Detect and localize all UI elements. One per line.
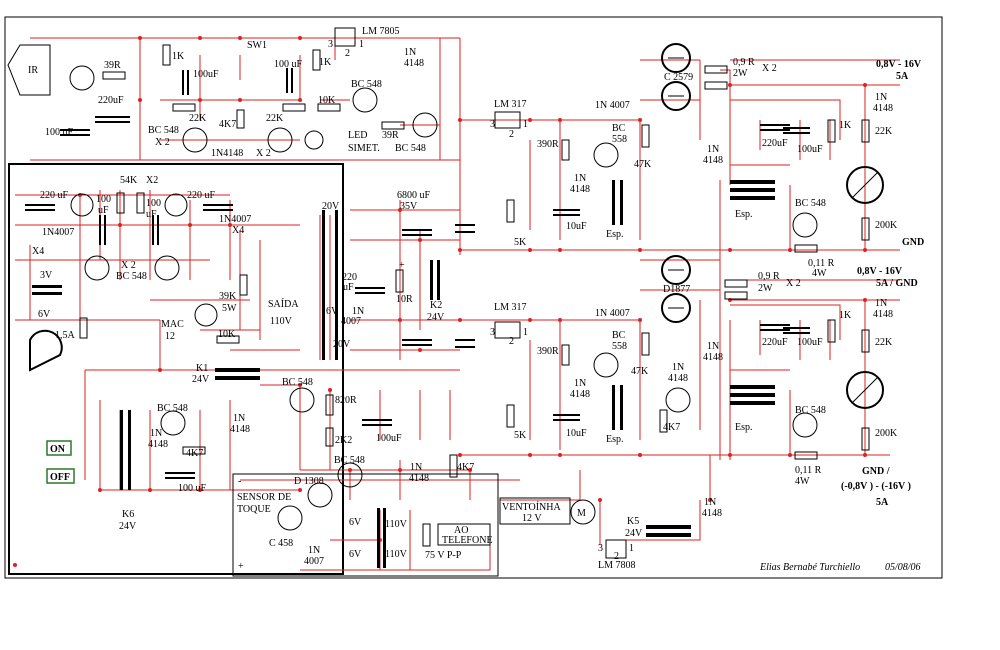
svg-text:4148: 4148 [703,352,723,363]
svg-text:Esp.: Esp. [735,422,753,433]
svg-text:220uF: 220uF [98,95,124,106]
svg-text:X2: X2 [146,175,159,186]
svg-text:BC 548: BC 548 [116,271,147,282]
svg-text:LM 317: LM 317 [494,302,527,313]
svg-text:X 2: X 2 [762,63,777,74]
svg-text:100uF: 100uF [193,69,219,80]
svg-text:BC 548: BC 548 [282,377,313,388]
svg-text:1N: 1N [150,428,163,439]
svg-text:1N 4007: 1N 4007 [595,308,630,319]
svg-text:6V: 6V [38,309,51,320]
svg-text:220uF: 220uF [762,337,788,348]
svg-text:K2: K2 [430,300,443,311]
svg-text:4148: 4148 [570,389,590,400]
svg-text:1N4007: 1N4007 [219,214,252,225]
svg-text:5W: 5W [222,303,237,314]
svg-text:X4: X4 [32,246,45,257]
lm317-bottom [495,322,520,338]
svg-text:2: 2 [345,48,350,59]
svg-text:1,5A: 1,5A [55,330,75,341]
svg-text:220uF: 220uF [762,138,788,149]
svg-text:1N: 1N [672,362,685,373]
svg-text:100 uF: 100 uF [178,483,207,494]
svg-text:220 uF: 220 uF [187,190,216,201]
svg-text:GND /: GND / [862,466,890,477]
svg-text:uF: uF [146,209,157,220]
svg-text:220 uF: 220 uF [40,190,69,201]
svg-text:100uF: 100uF [797,337,823,348]
svg-text:558: 558 [612,341,627,352]
svg-text:2W: 2W [733,68,748,79]
svg-text:(-0,8V ) - (-16V ): (-0,8V ) - (-16V ) [841,481,911,492]
svg-text:39R: 39R [104,60,121,71]
svg-text:2: 2 [509,336,514,347]
svg-text:0,11 R: 0,11 R [795,465,822,476]
svg-text:1N: 1N [352,306,365,317]
svg-text:1N: 1N [308,545,321,556]
svg-text:5A: 5A [876,497,889,508]
svg-text:uF: uF [343,282,354,293]
svg-text:1N: 1N [704,497,717,508]
svg-text:SIMET.: SIMET. [348,143,380,154]
svg-text:100uF: 100uF [797,144,823,155]
svg-text:200K: 200K [875,220,898,231]
svg-text:220: 220 [342,272,357,283]
svg-text:110V: 110V [270,316,292,327]
svg-text:390R: 390R [537,139,559,150]
svg-text:4W: 4W [795,476,810,487]
svg-text:2: 2 [614,551,619,562]
svg-text:BC 548: BC 548 [395,143,426,154]
svg-text:LED: LED [348,130,368,141]
svg-text:4148: 4148 [570,184,590,195]
svg-text:5K: 5K [514,430,527,441]
svg-text:1N: 1N [574,378,587,389]
small-transistors [70,66,817,530]
svg-text:3: 3 [490,327,495,338]
svg-text:100 uF: 100 uF [45,127,74,138]
svg-text:1K: 1K [839,120,852,131]
svg-text:100 uF: 100 uF [274,59,303,70]
svg-text:110V: 110V [385,519,407,530]
svg-text:BC 548: BC 548 [148,125,179,136]
svg-text:558: 558 [612,134,627,145]
svg-text:12 V: 12 V [522,513,542,524]
svg-text:C 2579: C 2579 [664,72,694,83]
svg-text:1N: 1N [574,173,587,184]
svg-text:5K: 5K [514,237,527,248]
svg-text:BC: BC [612,123,626,134]
svg-text:6V: 6V [326,306,339,317]
wiring [15,38,900,570]
svg-text:22K: 22K [189,113,207,124]
svg-text:uF: uF [98,205,109,216]
svg-text:K6: K6 [122,509,135,520]
svg-text:4148: 4148 [873,309,893,320]
svg-text:24V: 24V [192,374,210,385]
svg-text:D1877: D1877 [663,284,691,295]
svg-text:4W: 4W [812,268,827,279]
svg-text:5A / GND: 5A / GND [876,278,918,289]
svg-text:1K: 1K [839,310,852,321]
svg-text:05/08/06: 05/08/06 [885,562,921,573]
svg-text:0,8V - 16V: 0,8V - 16V [876,59,922,70]
svg-text:3V: 3V [40,270,53,281]
svg-text:4K7: 4K7 [663,422,681,433]
svg-text:10uF: 10uF [566,428,587,439]
svg-text:75 V P-P: 75 V P-P [425,550,462,561]
svg-text:4007: 4007 [304,556,324,567]
svg-text:1N: 1N [707,341,720,352]
svg-text:SW1: SW1 [247,40,267,51]
svg-text:39K: 39K [219,291,237,302]
svg-text:K1: K1 [196,363,209,374]
svg-text:3: 3 [598,543,603,554]
svg-text:1N4007: 1N4007 [42,227,75,238]
svg-text:3: 3 [490,119,495,130]
svg-text:TELEFONE: TELEFONE [442,535,493,546]
svg-text:4148: 4148 [668,373,688,384]
svg-text:39R: 39R [382,130,399,141]
svg-text:22K: 22K [875,126,893,137]
svg-text:20V: 20V [322,201,340,212]
svg-text:Esp.: Esp. [606,434,624,445]
svg-text:AO: AO [454,525,469,536]
svg-text:Esp.: Esp. [606,229,624,240]
svg-text:D 1308: D 1308 [294,476,324,487]
svg-text:M: M [577,508,586,519]
svg-text:BC 548: BC 548 [334,455,365,466]
svg-text:1N4148: 1N4148 [211,148,244,159]
svg-text:4K7: 4K7 [219,119,237,130]
svg-text:+: + [399,260,405,271]
svg-text:4148: 4148 [703,155,723,166]
svg-text:6800 uF: 6800 uF [397,190,431,201]
svg-text:1N 4007: 1N 4007 [595,100,630,111]
svg-text:4148: 4148 [873,103,893,114]
svg-text:SENSOR DE: SENSOR DE [237,492,292,503]
svg-text:BC 548: BC 548 [795,405,826,416]
svg-text:5A: 5A [896,71,909,82]
svg-text:100uF: 100uF [376,433,402,444]
svg-text:54K: 54K [120,175,138,186]
off-label: OFF [50,472,70,483]
svg-text:3: 3 [328,39,333,50]
svg-text:BC 548: BC 548 [157,403,188,414]
svg-text:SAÍDA: SAÍDA [268,299,299,310]
svg-text:2: 2 [509,129,514,140]
svg-text:LM 317: LM 317 [494,99,527,110]
svg-text:10R: 10R [396,294,413,305]
svg-text:6V: 6V [349,517,362,528]
svg-text:C 458: C 458 [269,538,294,549]
svg-text:4148: 4148 [702,508,722,519]
svg-text:1: 1 [629,543,634,554]
svg-text:820R: 820R [335,395,357,406]
svg-text:4148: 4148 [404,58,424,69]
svg-text:100: 100 [146,198,161,209]
svg-text:X 2: X 2 [121,260,136,271]
svg-text:35V: 35V [400,201,418,212]
svg-text:6V: 6V [349,549,362,560]
svg-text:BC 548: BC 548 [351,79,382,90]
svg-text:Esp.: Esp. [735,209,753,220]
svg-text:47K: 47K [631,366,649,377]
svg-text:10uF: 10uF [566,221,587,232]
svg-text:10K: 10K [318,95,336,106]
svg-text:BC: BC [612,330,626,341]
svg-text:4007: 4007 [341,316,361,327]
svg-text:2K2: 2K2 [335,435,353,446]
svg-text:-: - [238,476,242,487]
svg-text:24V: 24V [427,312,445,323]
svg-text:2W: 2W [758,283,773,294]
svg-text:0,8V - 16V: 0,8V - 16V [857,266,903,277]
svg-text:110V: 110V [385,549,407,560]
svg-text:22K: 22K [266,113,284,124]
svg-text:0,9 R: 0,9 R [733,57,755,68]
svg-text:LM 7805: LM 7805 [362,26,400,37]
schematic-frame [5,17,942,578]
svg-text:1: 1 [523,119,528,130]
svg-text:GND: GND [902,237,925,248]
svg-text:1: 1 [523,327,528,338]
svg-text:Elias Bernabé Turchiello: Elias Bernabé Turchiello [760,562,861,573]
svg-text:TOQUE: TOQUE [237,504,271,515]
svg-text:X 2: X 2 [155,137,170,148]
svg-text:4148: 4148 [409,473,429,484]
on-label: ON [50,444,65,455]
svg-text:LM 7808: LM 7808 [598,560,636,571]
svg-text:24V: 24V [625,528,643,539]
svg-text:X 2: X 2 [256,148,271,159]
svg-text:1K: 1K [319,57,332,68]
svg-text:1N: 1N [875,298,888,309]
transformers [32,180,775,568]
svg-text:10K: 10K [218,329,236,340]
svg-text:MAC: MAC [161,319,184,330]
svg-text:47K: 47K [634,159,652,170]
svg-text:BC 548: BC 548 [795,198,826,209]
svg-text:0,11 R: 0,11 R [808,258,835,269]
svg-text:X4: X4 [232,225,245,236]
svg-text:4148: 4148 [148,439,168,450]
svg-text:K5: K5 [627,516,640,527]
svg-text:20V: 20V [333,339,351,350]
svg-text:+: + [238,561,244,572]
svg-text:390R: 390R [537,346,559,357]
svg-text:1: 1 [359,39,364,50]
svg-text:4148: 4148 [230,424,250,435]
svg-text:1N: 1N [404,47,417,58]
svg-text:0,9 R: 0,9 R [758,271,780,282]
svg-text:1N: 1N [410,462,423,473]
ir-sensor [8,45,50,95]
svg-text:1N: 1N [875,92,888,103]
svg-text:4K7: 4K7 [186,448,204,459]
svg-text:22K: 22K [875,337,893,348]
svg-text:IR: IR [28,65,38,76]
svg-text:1N: 1N [233,413,246,424]
svg-text:12: 12 [165,331,175,342]
svg-text:X 2: X 2 [786,278,801,289]
svg-text:100: 100 [96,194,111,205]
svg-text:24V: 24V [119,521,137,532]
svg-text:1K: 1K [172,51,185,62]
svg-text:200K: 200K [875,428,898,439]
svg-text:4K7: 4K7 [457,462,475,473]
svg-text:1N: 1N [707,144,720,155]
lm7805-regulator [335,28,355,46]
svg-text:VENTOÍNHA: VENTOÍNHA [502,502,561,513]
